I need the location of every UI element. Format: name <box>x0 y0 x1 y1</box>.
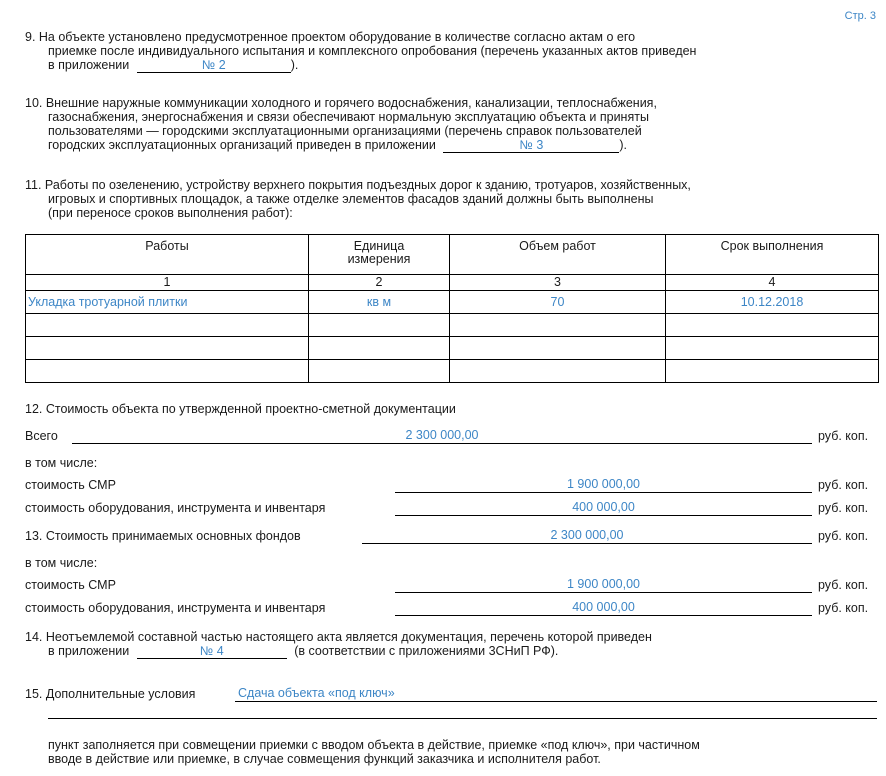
column-number: 3 <box>450 275 666 291</box>
item-12-equipment-line <box>395 515 812 516</box>
item-13-title: 13. Стоимость принимаемых основных фондов <box>25 529 301 543</box>
item-12-total-value[interactable]: 2 300 000,00 <box>405 428 479 442</box>
item-13-total-line <box>362 543 812 544</box>
header-deadline: Срок выполнения <box>666 235 879 275</box>
header-works: Работы <box>26 235 309 275</box>
table-row <box>26 314 879 337</box>
item-13-equipment-value[interactable]: 400 000,00 <box>572 600 635 614</box>
item-10-line-3: пользователями — городскими эксплуатационными организациями (перечень справок пользователей <box>48 124 642 138</box>
item-12-smr-line <box>395 492 812 493</box>
item-11-line-3: (при переносе сроков выполнения работ): <box>48 206 293 220</box>
item-13-smr-line <box>395 592 812 593</box>
column-number: 1 <box>26 275 309 291</box>
cell-deadline[interactable]: 10.12.2018 <box>666 291 879 314</box>
column-number: 2 <box>309 275 450 291</box>
item-11 <box>25 178 691 220</box>
cell-work[interactable] <box>26 314 309 337</box>
item-10-suffix: ). <box>619 138 627 152</box>
item-12-total-line <box>72 443 812 444</box>
header-volume: Объем работ <box>450 235 666 275</box>
item-12-including: в том числе: <box>25 456 98 470</box>
cell-work[interactable]: Укладка тротуарной плитки <box>26 291 309 314</box>
item-12-smr-label: стоимость СМР <box>25 478 116 492</box>
item-13-equipment-label: стоимость оборудования, инструмента и инвентаря <box>25 601 326 615</box>
item-9-line-1: 9. На объекте установлено предусмотренное проектом оборудование в количестве согласно актам о его <box>25 30 636 44</box>
cell-unit[interactable] <box>309 314 450 337</box>
item-10 <box>25 96 657 153</box>
item-13-total-value[interactable]: 2 300 000,00 <box>550 528 624 542</box>
cell-unit[interactable] <box>309 360 450 383</box>
item-14-suffix: (в соответствии с приложениями 3СНиП РФ). <box>294 644 559 658</box>
cell-unit[interactable]: кв м <box>309 291 450 314</box>
cell-volume[interactable] <box>450 360 666 383</box>
item-9-prefix: в приложении <box>48 58 130 72</box>
item-12-smr-value[interactable]: 1 900 000,00 <box>567 477 640 491</box>
item-14-prefix: в приложении <box>48 644 130 658</box>
page-number: Стр. 3 <box>844 10 876 22</box>
cell-volume[interactable]: 70 <box>450 291 666 314</box>
cell-deadline[interactable] <box>666 360 879 383</box>
cell-work[interactable] <box>26 360 309 383</box>
item-10-appendix-field[interactable]: № 3 <box>443 138 619 153</box>
item-9-line-2: приемке после индивидуального испытания и комплексного опробования (перечень указанных актов приведен <box>48 44 697 58</box>
item-10-line-1: 10. Внешние наружные коммуникации холодного и горячего водоснабжения, канализации, теплоснабжения, <box>25 96 657 110</box>
item-12-title: 12. Стоимость объекта по утвержденной проектно-сметной документации <box>25 402 456 416</box>
header-unit: Единица измерения <box>309 235 450 275</box>
item-12-equipment-value[interactable]: 400 000,00 <box>572 500 635 514</box>
item-15-value[interactable]: Сдача объекта «под ключ» <box>238 686 395 700</box>
cell-deadline[interactable] <box>666 337 879 360</box>
item-11-line-2: игровых и спортивных площадок, а также отделке элементов фасадов зданий должны быть выполнены <box>48 192 654 206</box>
item-9-appendix-field[interactable]: № 2 <box>137 58 291 73</box>
item-15-line <box>235 701 877 702</box>
currency-unit: руб. коп. <box>818 429 869 443</box>
item-15-extra-line <box>48 718 877 719</box>
footnote-line-1: пункт заполняется при совмещении приемки с вводом объекта в действие, приемке «под ключ», при частичном <box>48 738 700 752</box>
item-15-label: 15. Дополнительные условия <box>25 687 196 701</box>
item-9 <box>25 30 696 73</box>
item-13-including: в том числе: <box>25 556 98 570</box>
item-14-appendix-field[interactable]: № 4 <box>137 644 287 659</box>
item-13-equipment-line <box>395 615 812 616</box>
item-13-smr-label: стоимость СМР <box>25 578 116 592</box>
cell-volume[interactable] <box>450 314 666 337</box>
currency-unit: руб. коп. <box>818 601 869 615</box>
item-14-line-1: 14. Неотъемлемой составной частью настоящего акта является документация, перечень которой приведен <box>25 630 652 644</box>
works-table <box>25 234 879 383</box>
cell-volume[interactable] <box>450 337 666 360</box>
item-14 <box>25 630 652 659</box>
footnote <box>48 738 700 766</box>
footnote-line-2: вводе в действие или приемке, в случае совмещения функций заказчика и исполнителя работ. <box>48 752 601 766</box>
item-10-line-2: газоснабжения, энергоснабжения и связи обеспечивают нормальную эксплуатацию объекта и приняты <box>48 110 649 124</box>
item-9-suffix: ). <box>290 58 299 72</box>
currency-unit: руб. коп. <box>818 578 869 592</box>
currency-unit: руб. коп. <box>818 501 869 515</box>
item-13-smr-value[interactable]: 1 900 000,00 <box>567 577 640 591</box>
cell-work[interactable] <box>26 337 309 360</box>
table-row <box>26 291 879 314</box>
table-row <box>26 337 879 360</box>
currency-unit: руб. коп. <box>818 478 869 492</box>
item-12-equipment-label: стоимость оборудования, инструмента и инвентаря <box>25 501 326 515</box>
cell-deadline[interactable] <box>666 314 879 337</box>
cell-unit[interactable] <box>309 337 450 360</box>
item-11-line-1: 11. Работы по озеленению, устройству верхнего покрытия подъездных дорог к зданию, тротуаров, хозяйственных, <box>25 178 691 192</box>
table-row <box>26 360 879 383</box>
item-10-prefix: городских эксплуатационных организаций приведен в приложении <box>48 138 436 152</box>
column-number: 4 <box>666 275 879 291</box>
currency-unit: руб. коп. <box>818 529 869 543</box>
item-12-total-label: Всего <box>25 429 58 443</box>
